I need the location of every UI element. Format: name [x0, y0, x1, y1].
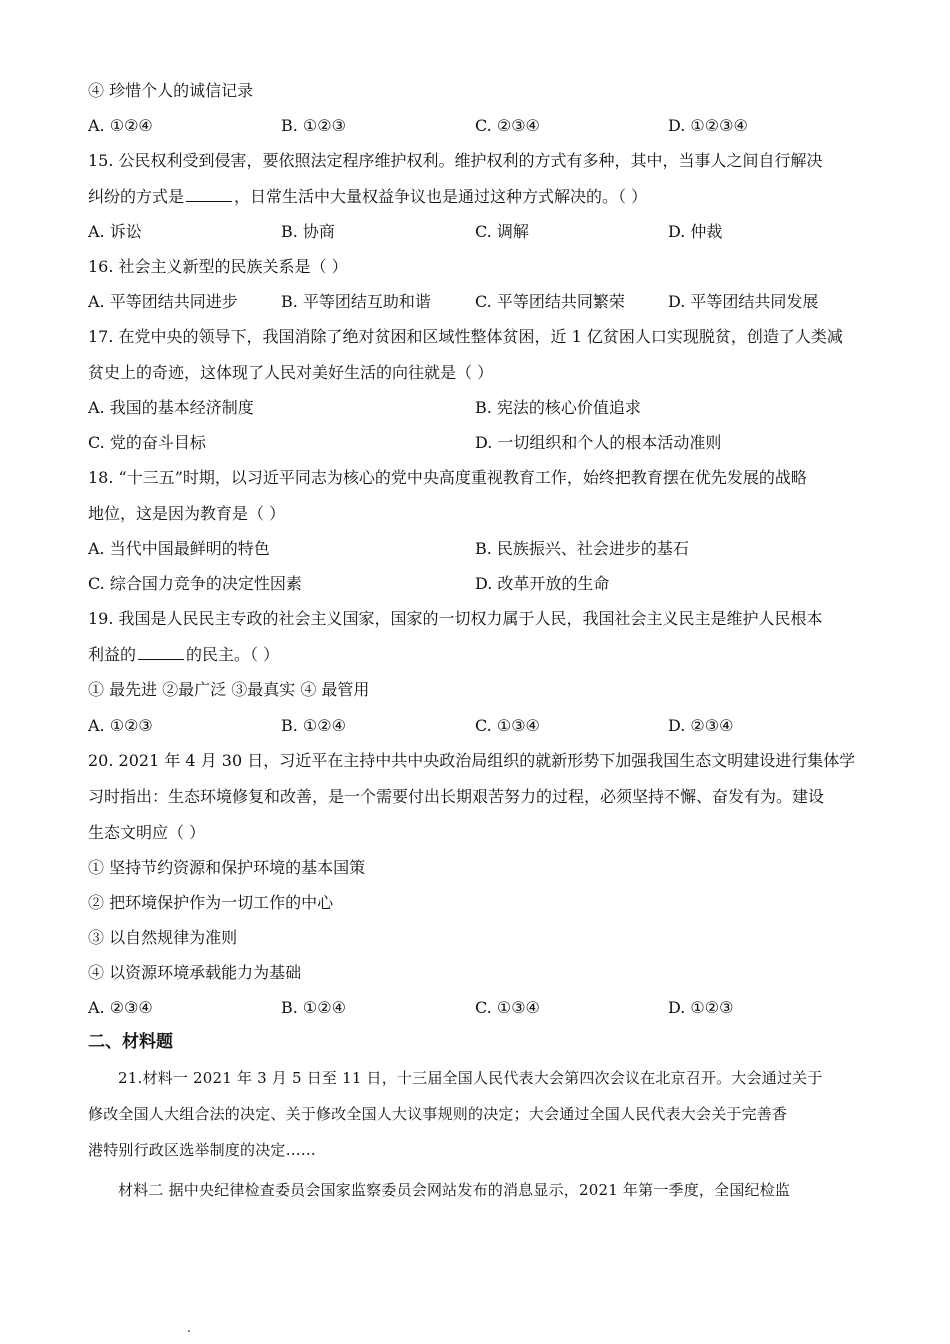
- q17-option-b: B. 宪法的核心价值追求: [475, 398, 641, 417]
- q17-option-a: A. 我国的基本经济制度: [88, 398, 254, 417]
- q19-stem-line-2: [88, 645, 279, 665]
- q19-stem-pre: 利益的: [88, 645, 137, 664]
- q20-option-b: B. ①②④: [281, 998, 346, 1017]
- q20-item-2: ② 把环境保护作为一切工作的中心: [88, 893, 334, 912]
- q15-stem-line-2: [88, 187, 647, 207]
- q20-option-d: D. ①②③: [668, 998, 734, 1017]
- q17-stem-line-1: 17. 在党中央的领导下，我国消除了绝对贫困和区域性整体贫困，近 1 亿贫困人口实现脱贫，创造了人类减: [88, 327, 843, 346]
- q16-option-b: B. 平等团结互助和谐: [281, 292, 431, 311]
- q20-item-1: ① 坚持节约资源和保护环境的基本国策: [88, 858, 366, 877]
- q18-option-d: D. 改革开放的生命: [475, 574, 610, 593]
- q16-option-d: D. 平等团结共同发展: [668, 292, 819, 311]
- q17-stem-line-2: 贫史上的奇迹，这体现了人民对美好生活的向往就是（ ）: [88, 363, 494, 382]
- q15-answer-blank: [186, 187, 232, 202]
- q19-stem-post: 的民主。（ ）: [186, 645, 280, 664]
- q15-option-b: B. 协商: [281, 222, 335, 241]
- q14-option-d: D. ①②③④: [668, 116, 748, 135]
- q16-option-c: C. 平等团结共同繁荣: [475, 292, 625, 311]
- q20-option-a: A. ②③④: [88, 998, 153, 1017]
- q19-option-d: D. ②③④: [668, 716, 734, 735]
- q19-option-b: B. ①②④: [281, 716, 346, 735]
- q15-stem-line-1: 15. 公民权利受到侵害，要依照法定程序维护权利。维护权利的方式有多种，其中，当事人之间自行解决: [88, 151, 823, 170]
- q20-option-c: C. ①③④: [475, 998, 540, 1017]
- q15-stem-post: ，日常生活中大量权益争议也是通过这种方式解决的。（ ）: [234, 187, 648, 206]
- page-speck: [188, 1330, 190, 1332]
- q18-option-c: C. 综合国力竞争的决定性因素: [88, 574, 302, 593]
- q19-option-c: C. ①③④: [475, 716, 540, 735]
- q14-item-4: ④ 珍惜个人的诚信记录: [88, 81, 254, 100]
- q21-material-2-line-1: 材料二 据中央纪律检查委员会国家监察委员会网站发布的消息显示，2021 年第一季度，全国纪检监: [118, 1181, 791, 1199]
- q20-item-4: ④ 以资源环境承载能力为基础: [88, 963, 302, 982]
- q19-answer-blank: [138, 645, 184, 660]
- q15-option-a: A. 诉讼: [88, 222, 142, 241]
- q19-option-a: A. ①②③: [88, 716, 153, 735]
- q16-stem: 16. 社会主义新型的民族关系是（ ）: [88, 257, 348, 276]
- q15-stem-pre: 纠纷的方式是: [88, 187, 185, 206]
- q14-option-b: B. ①②③: [281, 116, 346, 135]
- q14-option-c: C. ②③④: [475, 116, 540, 135]
- q17-option-d: D. 一切组织和个人的根本活动准则: [475, 433, 722, 452]
- q18-stem-line-2: 地位，这是因为教育是（ ）: [88, 504, 286, 523]
- q15-option-c: C. 调解: [475, 222, 529, 241]
- q16-option-a: A. 平等团结共同进步: [88, 292, 238, 311]
- q18-option-a: A. 当代中国最鲜明的特色: [88, 539, 270, 558]
- q20-stem-line-3: 生态文明应（ ）: [88, 823, 206, 842]
- q20-stem-line-1: 20. 2021 年 4 月 30 日，习近平在主持中共中央政治局组织的就新形势下加强我国生态文明建设进行集体学: [88, 751, 856, 770]
- q14-option-a: A. ①②④: [88, 116, 153, 135]
- q20-stem-line-2: 习时指出：生态环境修复和改善，是一个需要付出长期艰苦努力的过程，必须坚持不懈、奋发有为。建设: [88, 787, 825, 806]
- q21-material-1-line-2: 修改全国人大组合法的决定、关于修改全国人大议事规则的决定；大会通过全国人民代表大会关于完善香: [88, 1105, 788, 1123]
- q19-items: ① 最先进 ②最广泛 ③最真实 ④ 最管用: [88, 680, 370, 699]
- q19-stem-line-1: 19. 我国是人民民主专政的社会主义国家，国家的一切权力属于人民，我国社会主义民主是维护人民根本: [88, 609, 823, 628]
- q15-option-d: D. 仲裁: [668, 222, 723, 241]
- q21-material-1-line-3: 港特别行政区选举制度的决定……: [88, 1141, 317, 1159]
- q20-item-3: ③ 以自然规律为准则: [88, 928, 238, 947]
- q17-option-c: C. 党的奋斗目标: [88, 433, 206, 452]
- q21-material-1-line-1: 21.材料一 2021 年 3 月 5 日至 11 日，十三届全国人民代表大会第四次会议在北京召开。大会通过关于: [118, 1069, 823, 1087]
- q18-option-b: B. 民族振兴、社会进步的基石: [475, 539, 689, 558]
- section-2-heading: 二、材料题: [88, 1032, 173, 1052]
- q18-stem-line-1: 18. “十三五”时期，以习近平同志为核心的党中央高度重视教育工作，始终把教育摆在优先发展的战略: [88, 468, 807, 487]
